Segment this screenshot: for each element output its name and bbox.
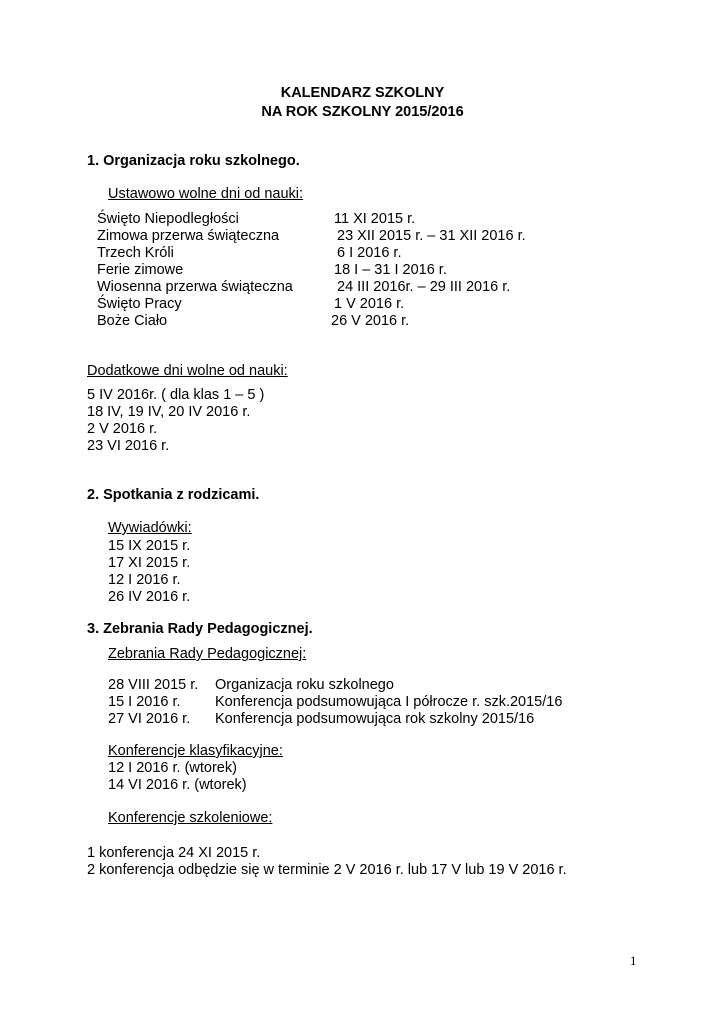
- extra-day-item: 18 IV, 19 IV, 20 IV 2016 r.: [87, 404, 251, 420]
- parent-meetings-heading: Wywiadówki:: [108, 520, 192, 536]
- meeting-description: Organizacja roku szkolnego: [215, 677, 394, 693]
- parent-meeting-date: 26 IV 2016 r.: [108, 589, 191, 605]
- meeting-date: 28 VIII 2015 r.: [108, 677, 199, 693]
- parent-meeting-date: 15 IX 2015 r.: [108, 538, 191, 554]
- meeting-date: 15 I 2016 r.: [108, 694, 181, 710]
- holiday-date: 24 III 2016r. – 29 III 2016 r.: [337, 279, 511, 295]
- parent-meeting-date: 17 XI 2015 r.: [108, 555, 191, 571]
- document-subtitle: NA ROK SZKOLNY 2015/2016: [261, 104, 464, 120]
- holiday-name: Święto Niepodległości: [97, 211, 239, 227]
- extra-days-heading: Dodatkowe dni wolne od nauki:: [87, 363, 288, 379]
- holiday-date: 26 V 2016 r.: [331, 313, 410, 329]
- holiday-date: 6 I 2016 r.: [337, 245, 402, 261]
- holiday-name: Boże Ciało: [97, 313, 168, 329]
- section-3-heading: 3. Zebrania Rady Pedagogicznej.: [87, 621, 313, 637]
- document-title: KALENDARZ SZKOLNY: [280, 85, 445, 101]
- parent-meeting-date: 12 I 2016 r.: [108, 572, 181, 588]
- board-meetings-heading: Zebrania Rady Pedagogicznej:: [108, 646, 307, 662]
- meeting-date: 27 VI 2016 r.: [108, 711, 191, 727]
- statutory-holidays-heading: Ustawowo wolne dni od nauki:: [108, 186, 304, 202]
- section-2-heading: 2. Spotkania z rodzicami.: [87, 487, 260, 503]
- holiday-date: 23 XII 2015 r. – 31 XII 2016 r.: [337, 228, 526, 244]
- extra-day-item: 5 IV 2016r. ( dla klas 1 – 5 ): [87, 387, 265, 403]
- holiday-name: Wiosenna przerwa świąteczna: [97, 279, 293, 295]
- training-conference-item: 2 konferencja odbędzie się w terminie 2 V 2016 r. lub 17 V lub 19 V 2016 r.: [87, 862, 567, 878]
- classification-conferences-heading: Konferencje klasyfikacyjne:: [108, 743, 283, 759]
- meeting-description: Konferencja podsumowująca rok szkolny 2015/16: [215, 711, 535, 727]
- section-1-heading: 1. Organizacja roku szkolnego.: [87, 153, 300, 169]
- extra-day-item: 2 V 2016 r.: [87, 421, 158, 437]
- holiday-name: Ferie zimowe: [97, 262, 184, 278]
- holiday-name: Zimowa przerwa świąteczna: [97, 228, 280, 244]
- training-conferences-heading: Konferencje szkoleniowe:: [108, 810, 273, 826]
- classification-conference-date: 12 I 2016 r. (wtorek): [108, 760, 237, 776]
- holiday-date: 1 V 2016 r.: [334, 296, 405, 312]
- extra-day-item: 23 VI 2016 r.: [87, 438, 170, 454]
- holiday-name: Święto Pracy: [97, 296, 182, 312]
- holiday-date: 11 XI 2015 r.: [334, 211, 416, 227]
- training-conference-item: 1 konferencja 24 XI 2015 r.: [87, 845, 261, 861]
- holiday-date: 18 I – 31 I 2016 r.: [334, 262, 447, 278]
- holiday-name: Trzech Króli: [97, 245, 174, 261]
- page-number: 1: [630, 953, 637, 968]
- classification-conference-date: 14 VI 2016 r. (wtorek): [108, 777, 247, 793]
- meeting-description: Konferencja podsumowująca I półrocze r. szk.2015/16: [215, 694, 563, 710]
